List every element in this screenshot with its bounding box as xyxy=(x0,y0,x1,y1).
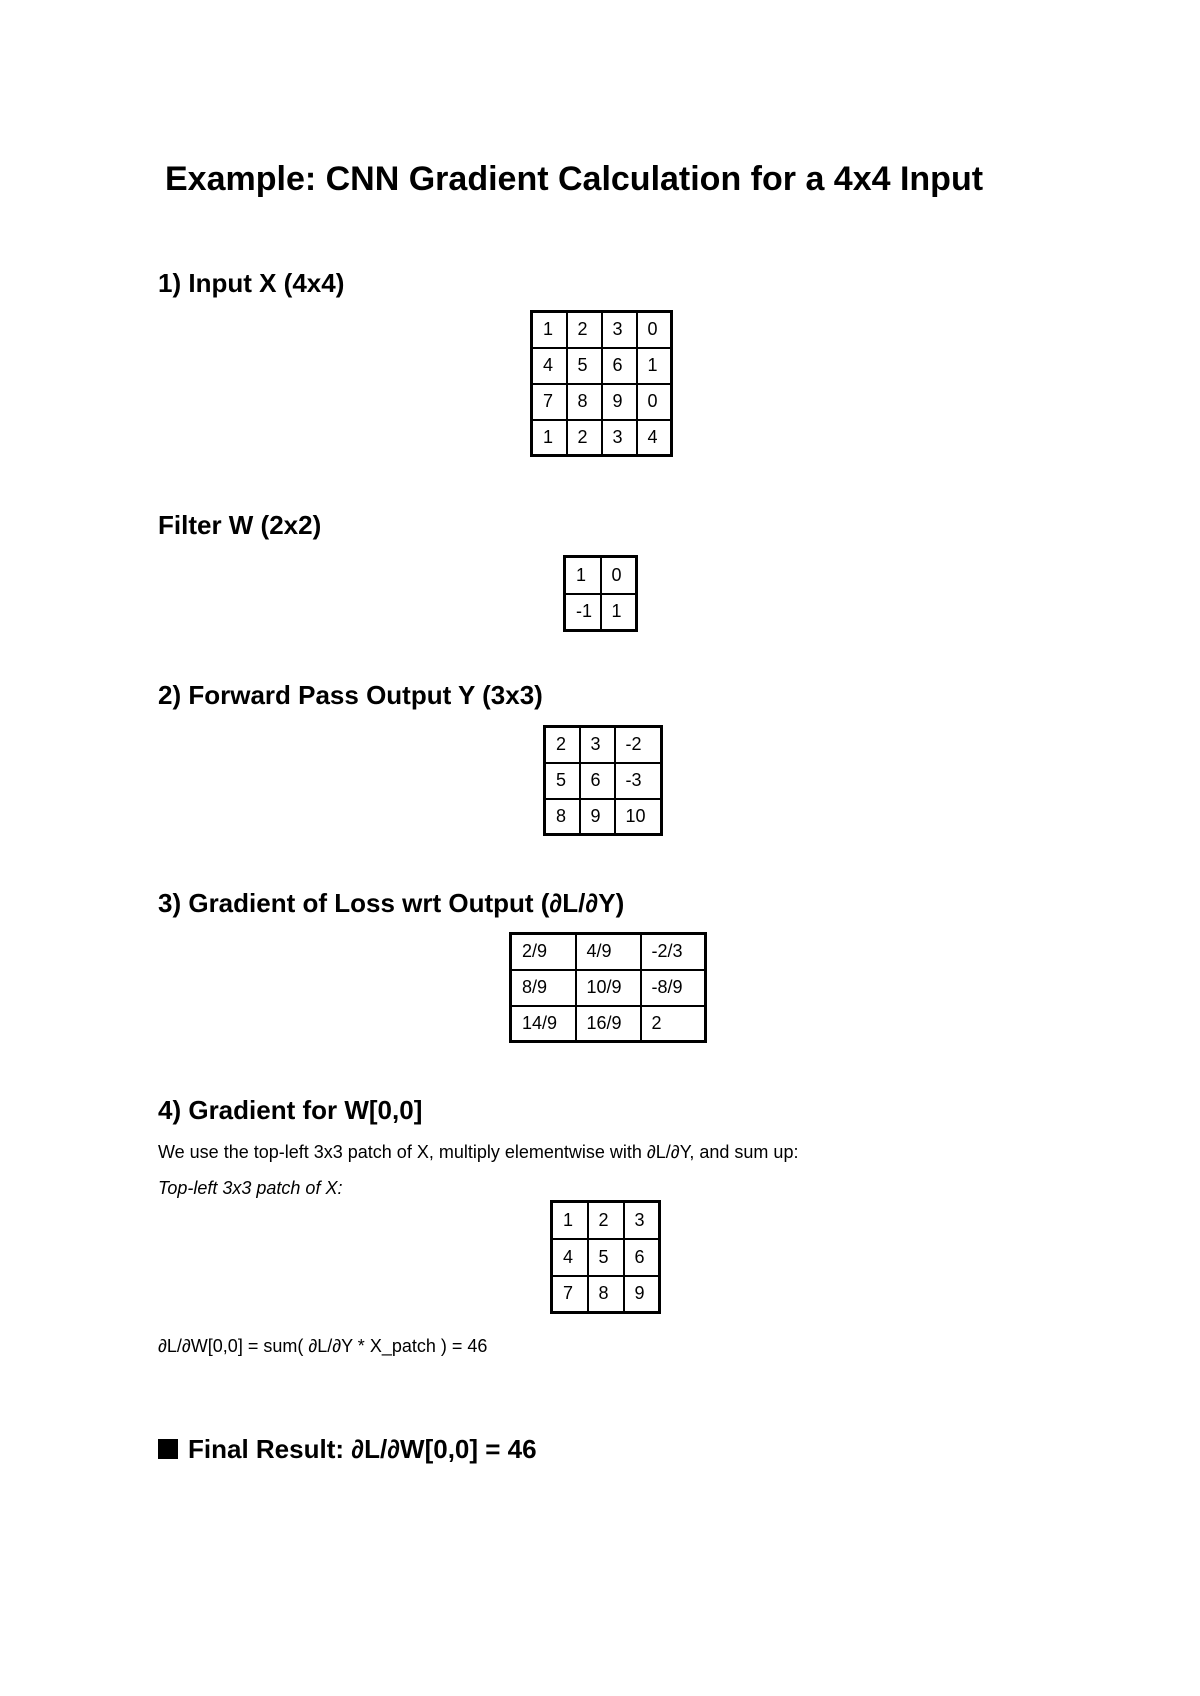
matrix-cell: 7 xyxy=(552,1276,588,1313)
matrix-cell: 1 xyxy=(637,348,672,384)
matrix-cell: 8 xyxy=(545,799,580,835)
final-result-text: Final Result: ∂L/∂W[0,0] = 46 xyxy=(188,1434,537,1464)
matrix-cell: 16/9 xyxy=(576,1006,641,1042)
matrix-cell: 2 xyxy=(567,420,602,456)
matrix-cell: 4 xyxy=(552,1239,588,1276)
matrix-cell: 14/9 xyxy=(511,1006,576,1042)
matrix-cell: 2 xyxy=(588,1202,624,1239)
matrix-cell: 8 xyxy=(567,384,602,420)
filter-w-matrix xyxy=(563,555,638,632)
matrix-row xyxy=(552,1276,660,1313)
x-patch-matrix xyxy=(550,1200,661,1314)
matrix-row xyxy=(511,1006,706,1042)
matrix-row xyxy=(565,594,637,631)
matrix-cell: -2/3 xyxy=(641,934,706,970)
matrix-cell: 6 xyxy=(580,763,615,799)
gradient-dldy-matrix xyxy=(509,932,707,1043)
matrix-row xyxy=(511,970,706,1006)
matrix-cell: 10/9 xyxy=(576,970,641,1006)
matrix-row xyxy=(532,348,672,384)
section-2-heading: 2) Forward Pass Output Y (3x3) xyxy=(158,680,543,710)
gradient-formula: ∂L/∂W[0,0] = sum( ∂L/∂Y * X_patch ) = 46 xyxy=(158,1336,488,1356)
matrix-cell: 1 xyxy=(552,1202,588,1239)
matrix-cell: -1 xyxy=(565,594,601,631)
matrix-cell: 1 xyxy=(532,312,567,348)
section-4-description: We use the top-left 3x3 patch of X, multiply elementwise with ∂L/∂Y, and sum up: xyxy=(158,1142,799,1162)
matrix-cell: 4 xyxy=(532,348,567,384)
matrix-cell: 3 xyxy=(602,312,637,348)
section-4-heading: 4) Gradient for W[0,0] xyxy=(158,1095,423,1125)
matrix-cell: 9 xyxy=(580,799,615,835)
matrix-row xyxy=(532,384,672,420)
matrix-cell: 7 xyxy=(532,384,567,420)
matrix-cell: 0 xyxy=(637,312,672,348)
matrix-cell: 0 xyxy=(601,557,637,594)
matrix-cell: 1 xyxy=(601,594,637,631)
matrix-cell: 3 xyxy=(602,420,637,456)
filter-heading: Filter W (2x2) xyxy=(158,510,322,540)
final-result xyxy=(158,1434,537,1465)
matrix-row xyxy=(532,312,672,348)
matrix-cell: 2 xyxy=(545,727,580,763)
section-1-heading: 1) Input X (4x4) xyxy=(158,268,345,298)
output-y-matrix xyxy=(543,725,663,836)
matrix-cell: -3 xyxy=(615,763,662,799)
matrix-cell: 8/9 xyxy=(511,970,576,1006)
matrix-cell: 6 xyxy=(602,348,637,384)
matrix-cell: 9 xyxy=(624,1276,660,1313)
matrix-row xyxy=(532,420,672,456)
matrix-cell: 9 xyxy=(602,384,637,420)
matrix-cell: 2 xyxy=(567,312,602,348)
matrix-cell: 2/9 xyxy=(511,934,576,970)
matrix-cell: 4 xyxy=(637,420,672,456)
matrix-row xyxy=(552,1239,660,1276)
matrix-cell: -2 xyxy=(615,727,662,763)
matrix-cell: 10 xyxy=(615,799,662,835)
matrix-cell: 6 xyxy=(624,1239,660,1276)
matrix-cell: 4/9 xyxy=(576,934,641,970)
matrix-cell: 5 xyxy=(588,1239,624,1276)
patch-label: Top-left 3x3 patch of X: xyxy=(158,1178,343,1198)
matrix-cell: 3 xyxy=(624,1202,660,1239)
matrix-cell: 8 xyxy=(588,1276,624,1313)
matrix-cell: 2 xyxy=(641,1006,706,1042)
matrix-row xyxy=(545,763,662,799)
black-square-icon xyxy=(158,1439,178,1459)
matrix-cell: 0 xyxy=(637,384,672,420)
matrix-cell: 1 xyxy=(565,557,601,594)
matrix-row xyxy=(545,799,662,835)
matrix-row xyxy=(552,1202,660,1239)
section-3-heading: 3) Gradient of Loss wrt Output (∂L/∂Y) xyxy=(158,888,625,918)
matrix-cell: 5 xyxy=(567,348,602,384)
page-title: Example: CNN Gradient Calculation for a 4x4 Input xyxy=(165,160,984,198)
matrix-row xyxy=(565,557,637,594)
matrix-row xyxy=(511,934,706,970)
matrix-cell: 3 xyxy=(580,727,615,763)
matrix-cell: -8/9 xyxy=(641,970,706,1006)
input-x-matrix xyxy=(530,310,673,457)
matrix-cell: 5 xyxy=(545,763,580,799)
matrix-cell: 1 xyxy=(532,420,567,456)
matrix-row xyxy=(545,727,662,763)
